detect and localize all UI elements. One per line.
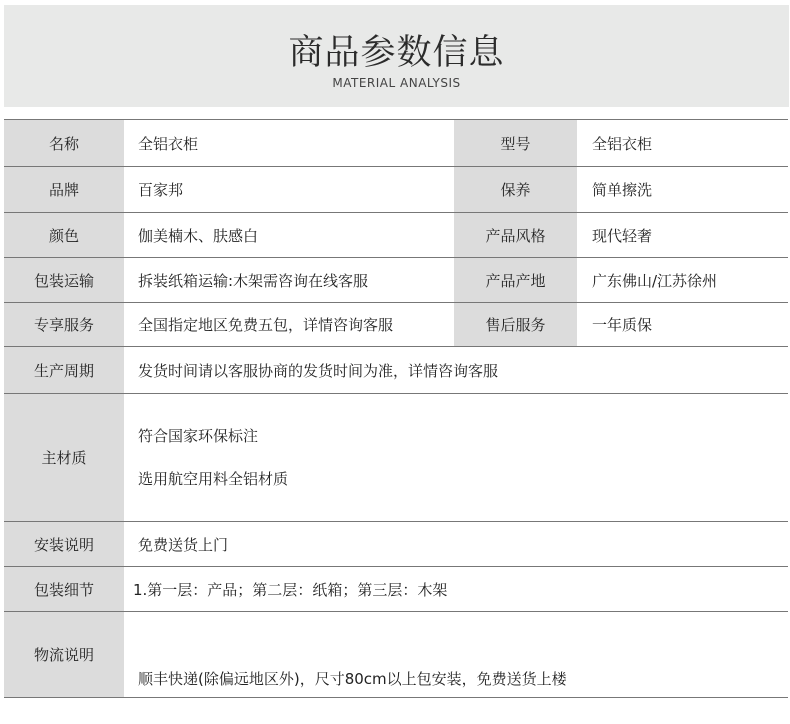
exclusive-service-label: 专享服务 [4, 303, 124, 347]
exclusive-service-value: 全国指定地区免费五包，详情咨询客服 [124, 303, 454, 347]
table-row [4, 213, 788, 258]
page-header [4, 5, 789, 107]
packaging-detail-value: 1.第一层：产品；第二层：纸箱；第三层：木架 [124, 567, 788, 612]
page-title: 商品参数信息 [288, 33, 505, 73]
logistics-value [124, 612, 788, 698]
page-subtitle: MATERIAL ANALYSIS [332, 76, 461, 90]
table-row [4, 258, 788, 303]
table-row [4, 347, 788, 394]
origin-value: 广东佛山/江苏徐州 [577, 258, 788, 303]
model-label: 型号 [454, 120, 577, 167]
logistics-text: 顺丰快递(除偏远地区外)，尺寸80cm以上包安装，免费送货上楼 [138, 670, 567, 688]
origin-label: 产品产地 [454, 258, 577, 303]
brand-value: 百家邦 [124, 167, 454, 213]
name-value: 全铝衣柜 [124, 120, 454, 167]
production-cycle-label: 生产周期 [4, 347, 124, 394]
packaging-shipping-value: 拆装纸箱运输:木架需咨询在线客服 [124, 258, 454, 303]
material-line: 符合国家环保标注 [138, 427, 259, 445]
material-value [124, 394, 788, 522]
installation-label: 安装说明 [4, 522, 124, 567]
brand-label: 品牌 [4, 167, 124, 213]
care-value: 简单擦洗 [577, 167, 788, 213]
logistics-label: 物流说明 [4, 612, 124, 698]
installation-value: 免费送货上门 [124, 522, 788, 567]
packaging-shipping-label: 包装运输 [4, 258, 124, 303]
style-value: 现代轻奢 [577, 213, 788, 258]
table-row [4, 612, 788, 698]
table-row [4, 303, 788, 347]
table-row [4, 567, 788, 612]
table-row [4, 120, 788, 167]
table-row [4, 522, 788, 567]
care-label: 保养 [454, 167, 577, 213]
packaging-detail-label: 包装细节 [4, 567, 124, 612]
spec-table [4, 119, 788, 698]
production-cycle-value: 发货时间请以客服协商的发货时间为准，详情咨询客服 [124, 347, 788, 394]
style-label: 产品风格 [454, 213, 577, 258]
after-sales-label: 售后服务 [454, 303, 577, 347]
after-sales-value: 一年质保 [577, 303, 788, 347]
name-label: 名称 [4, 120, 124, 167]
table-row [4, 167, 788, 213]
material-line: 选用航空用料全铝材质 [138, 470, 289, 488]
color-label: 颜色 [4, 213, 124, 258]
color-value: 伽美楠木、肤感白 [124, 213, 454, 258]
material-label: 主材质 [4, 394, 124, 522]
model-value: 全铝衣柜 [577, 120, 788, 167]
table-row [4, 394, 788, 522]
